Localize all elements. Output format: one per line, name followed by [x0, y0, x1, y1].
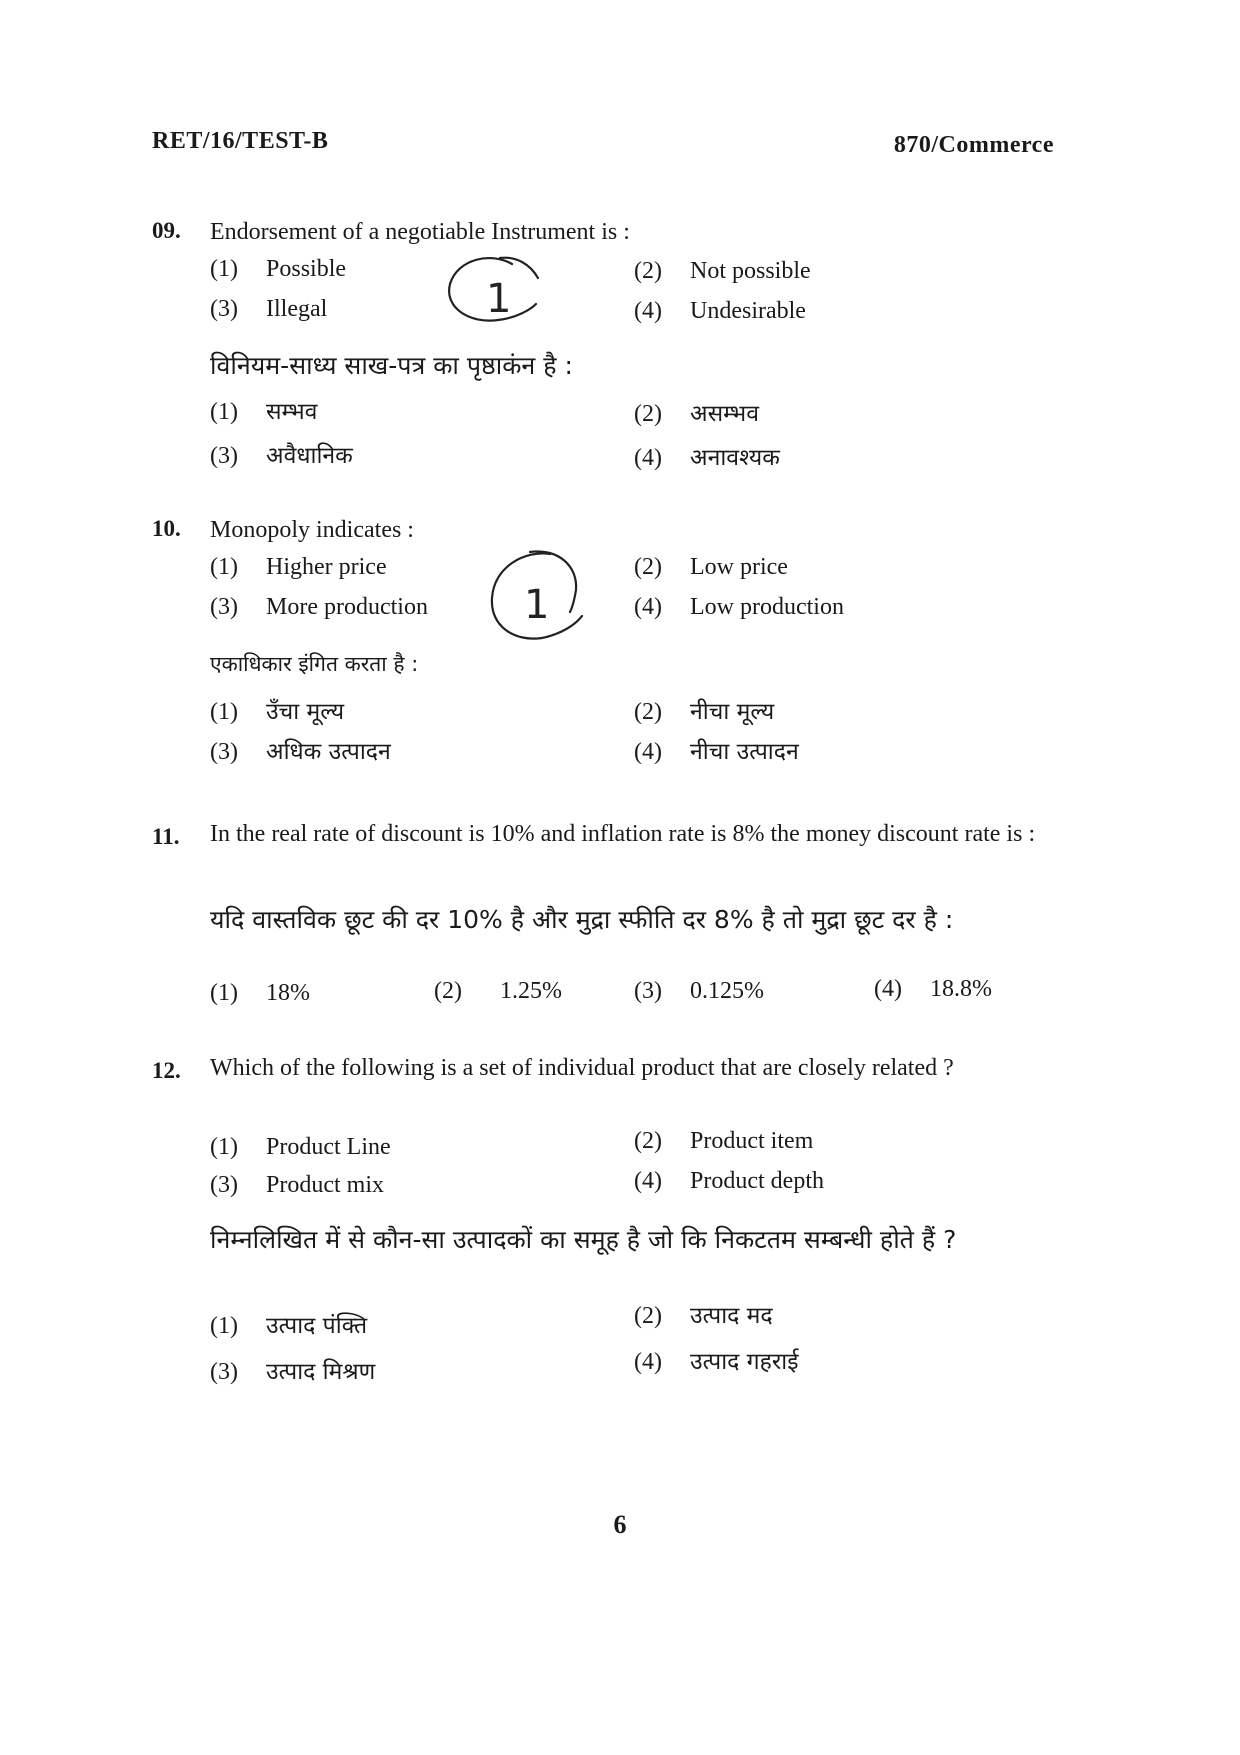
option: (1) Possible [210, 256, 347, 282]
option-hindi: (2) उत्पाद मद [634, 1303, 773, 1329]
paper-code: RET/16/TEST-B [152, 128, 329, 154]
option: (3) 0.125% [634, 978, 764, 1004]
option: (2) Low price [634, 554, 788, 580]
option-hindi: (2) असम्भव [634, 401, 759, 427]
option-hindi: (2) नीचा मूल्य [634, 699, 775, 725]
option: (4) Low production [634, 594, 844, 620]
question-text-hindi: निम्नलिखित में से कौन-सा उत्पादकों का समूह है जो कि निकटतम सम्बन्धी होते हैं ? [210, 1225, 957, 1254]
question-number: 09. [152, 218, 181, 243]
question-number: 10. [152, 516, 181, 541]
option: (3) More production [210, 594, 428, 620]
option: (4) Product depth [634, 1168, 824, 1194]
question-text-hindi: विनियम-साध्य साख-पत्र का पृष्ठाकंन है : [210, 351, 573, 380]
question-text: Endorsement of a negotiable Instrument is : [210, 219, 630, 245]
option: (1) 18% [210, 980, 310, 1006]
question-text: Which of the following is a set of individual product that are closely related ? [210, 1055, 954, 1081]
handwritten-answer-mark [440, 248, 550, 332]
page-number: 6 [613, 1510, 627, 1539]
subject-code: 870/Commerce [893, 132, 1054, 158]
question-text: In the real rate of discount is 10% and inflation rate is 8% the money discount rate is : [210, 821, 1036, 847]
option-hindi: (3) उत्पाद मिश्रण [210, 1359, 376, 1385]
option-hindi: (1) उँचा मूल्य [210, 699, 345, 725]
marked-answer-text: 1 [524, 582, 550, 628]
question-text-hindi: एकाधिकार इंगित करता है : [210, 652, 419, 676]
handwritten-answer-mark [478, 546, 588, 650]
option: (3) Product mix [210, 1172, 384, 1198]
option-hindi: (4) उत्पाद गहराई [634, 1349, 799, 1375]
question-text: Monopoly indicates : [210, 517, 414, 543]
option: (2) Product item [634, 1128, 814, 1154]
option: (4) 18.8% [874, 976, 992, 1002]
option-hindi: (3) अधिक उत्पादन [210, 739, 391, 765]
option: (1) Product Line [210, 1134, 391, 1160]
option-hindi: (3) अवैधानिक [210, 443, 353, 469]
option-hindi: (4) नीचा उत्पादन [634, 739, 799, 765]
option-hindi: (4) अनावश्यक [634, 445, 780, 471]
option-hindi: (1) सम्भव [210, 399, 318, 425]
option: (3) Illegal [210, 296, 328, 322]
question-number: 11. [152, 824, 180, 849]
option: (2) Not possible [634, 258, 811, 284]
option-hindi: (1) उत्पाद पंक्ति [210, 1313, 368, 1339]
question-number: 12. [152, 1058, 181, 1083]
option: (2) 1.25% [434, 978, 562, 1004]
option: (1) Higher price [210, 554, 387, 580]
marked-answer-text: 1 [486, 276, 512, 322]
question-text-hindi: यदि वास्तविक छूट की दर 10% है और मुद्रा स्फीति दर 8% है तो मुद्रा छूट दर है : [210, 905, 954, 934]
option: (4) Undesirable [634, 298, 806, 324]
